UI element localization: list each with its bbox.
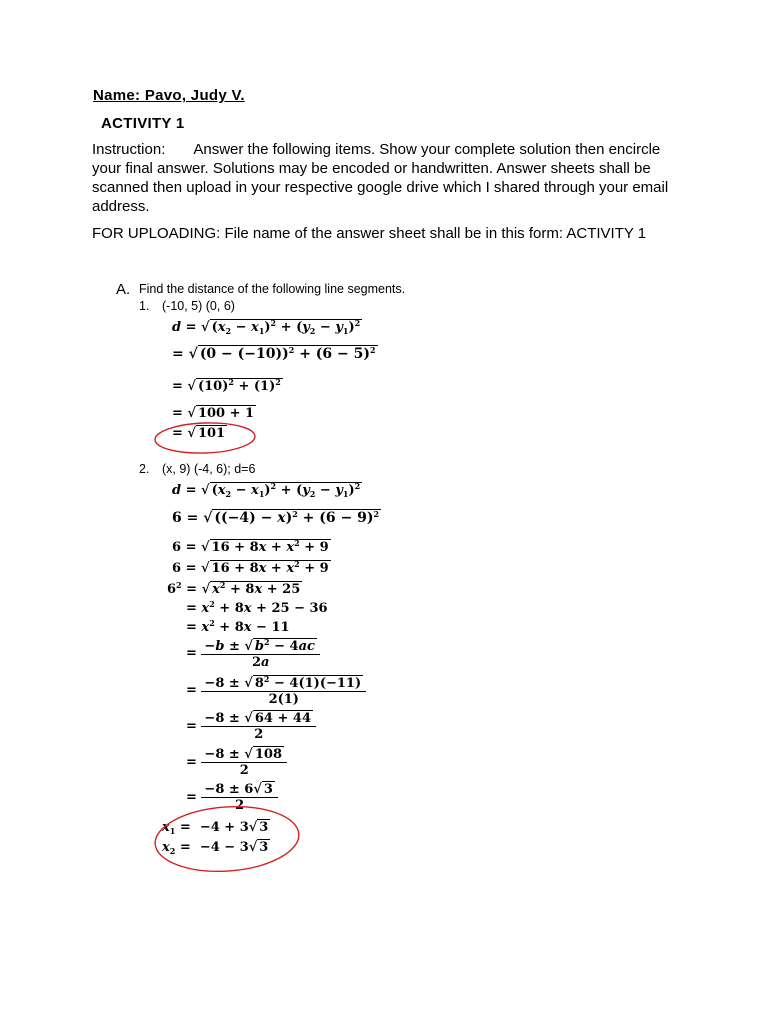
section-a-letter: A. [116, 281, 131, 298]
item2-step-11: = $\frac{-8 \pm √ 108}{2}$ [186, 747, 287, 778]
section-a-title: Find the distance of the following line segments. [139, 282, 406, 296]
item1-number: 1. [139, 299, 150, 313]
item2-answer-circle [153, 802, 301, 876]
uploading-note: FOR UPLOADING: File name of the answer sheet shall be in this form: ACTIVITY 1 [92, 225, 647, 242]
item2-step-5: $6^2$ = √ $x^2 + 8x + 25$ [167, 580, 301, 597]
item2-step-9: = $\frac{-8 \pm √ 8^2 - 4(1)(-11)}{2(1)}$ [186, 674, 366, 707]
item2-step-2: 6 = √ $((-4) - x)^2 + (6 - 9)^2$ [172, 509, 380, 526]
item2-step-12: = $\frac{-8 \pm 6√ 3}{2}$ [186, 782, 278, 813]
instruction-label: Instruction: [92, 141, 166, 158]
item1-step-4: = √ 100 + 1 [172, 406, 255, 421]
instruction-text: Answer the following items. Show your complete solution then encircle your final answer. Solutions may be encoded or handwritten. Answer sheets shall be scanned then upload in your respective google drive which I shared through your email address. [92, 141, 669, 215]
item2-prompt: (x, 9) (-4, 6); d=6 [162, 462, 256, 476]
item2-number: 2. [139, 462, 150, 476]
activity-title: ACTIVITY 1 [101, 115, 185, 132]
student-name: Name: Pavo, Judy V. [93, 87, 245, 104]
item2-step-4: 6 = √ $16 + 8x + x^2 + 9$ [172, 559, 329, 576]
item2-answer-x1: $x_1 = -4 + 3√$ 3 [162, 820, 269, 836]
item1-step-2: = √ $(0 - (-10))^2 + (6 - 5)^2$ [172, 345, 376, 362]
item1-step-3: = √ $(10)^2 + (1)^2$ [172, 377, 281, 394]
item2-step-7: = $x^2 + 8x - 11$ [186, 618, 290, 635]
item2-step-10: = $\frac{-8 \pm √ 64 + 44}{2}$ [186, 711, 316, 742]
item1-prompt: (-10, 5) (0, 6) [162, 299, 235, 313]
item2-step-3: 6 = √ $16 + 8x + x^2 + 9$ [172, 538, 329, 555]
item1-step-1: d = √ $(x_2 - x_1)^2 + (y_2 - y_1)^2$ [172, 318, 361, 336]
item1-answer: = √ 101 [172, 426, 226, 441]
item2-step-1: d = √ $(x_2 - x_1)^2 + (y_2 - y_1)^2$ [172, 481, 361, 499]
item2-step-6: = $x^2 + 8x + 25 - 36$ [186, 599, 328, 616]
item2-step-8: = $\frac{-b \pm √ b^2 - 4ac}{2a}$ [186, 637, 320, 670]
item2-answer-x2: $x_2 = -4 - 3√$ 3 [162, 840, 269, 856]
item1-answer-circle [155, 421, 256, 454]
